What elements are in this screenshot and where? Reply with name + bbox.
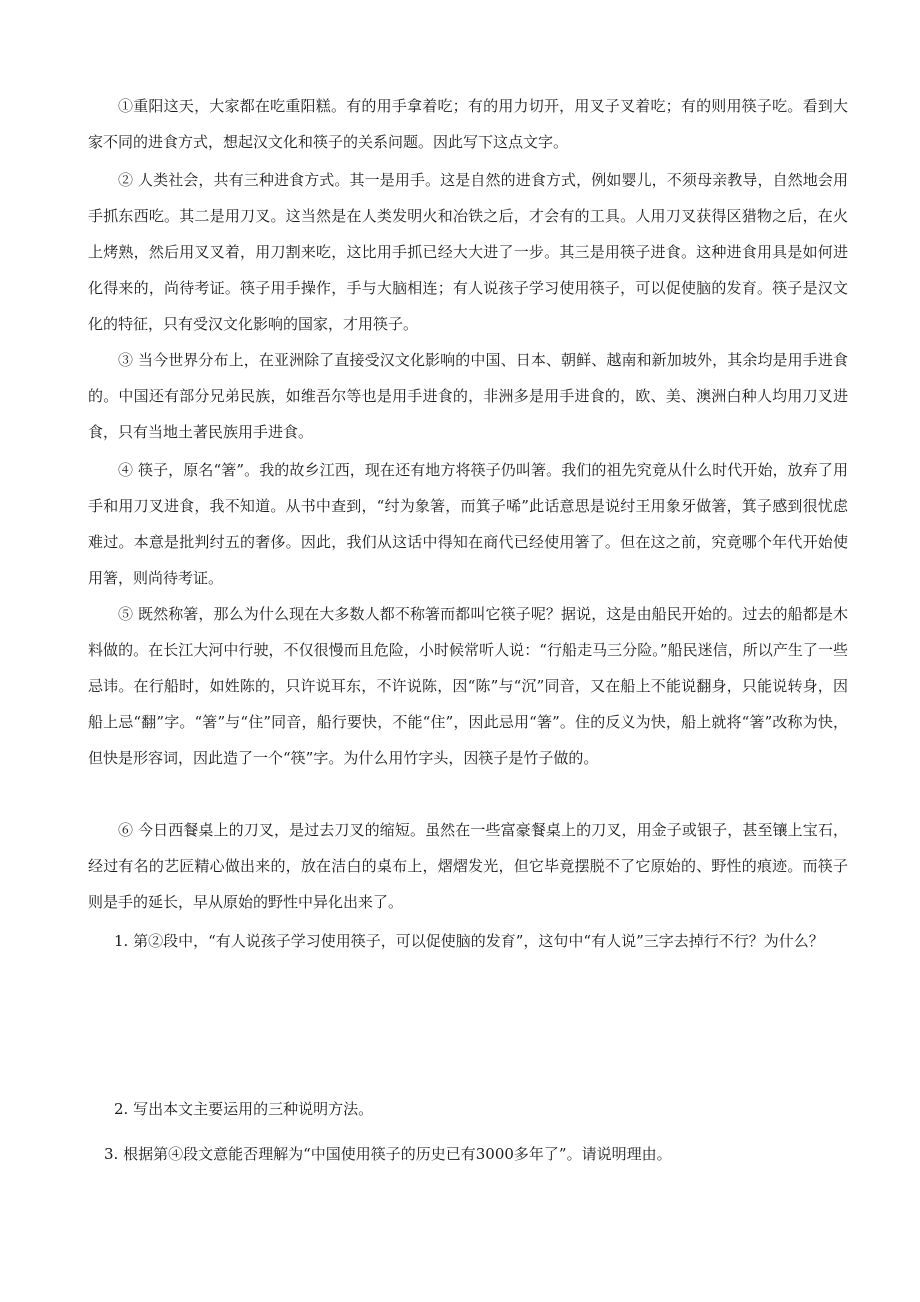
paragraph-5: ⑤ 既然称箸，那么为什么现在大多数人都不称箸而都叫它筷子呢？据说，这是由船民开始的。过去的船都是木料做的。在长江大河中行驶，不仅很慢而且危险，小时候常听人说：“行船走马三分险。”船民迷信，所以产生了一些忌讳。在行船时，如姓陈的，只许说耳东，不许说陈，因“陈”与“沉”同音，又在船上不能说翻身，只能说转身，因船上忌“翻”字。“箸”与“住”同音，船行要快，不能“住”，因此忌用“箸”。住的反义为快，船上就将“箸”改称为快，但快是形容词，因此造了一个“筷”字。为什么用竹字头，因筷子是竹子做的。 [88,605,848,767]
paragraph-2: ② 人类社会，共有三种进食方式。其一是用手。这是自然的进食方式，例如婴儿，不须母亲教导，自然地会用手抓东西吃。其二是用刀叉。这当然是在人类发明火和冶铁之后，才会有的工具。人用刀叉获得区猎物之后，在火上烤熟，然后用叉叉着，用刀割来吃，这比用手抓已经大大进了一步。其三是用筷子进食。这种进食用具是如何进化得来的，尚待考证。筷子用手操作，手与大脑相连；有人说孩子学习使用筷子，可以促使脑的发育。筷子是汉文化的特征，只有受汉文化影响的国家，才用筷子。 [88,171,848,333]
paragraph-1: ①重阳这天，大家都在吃重阳糕。有的用手拿着吃；有的用力切开，用叉子叉着吃；有的则用筷子吃。看到大家不同的进食方式，想起汉文化和筷子的关系问题。因此写下这点文字。 [88,97,848,151]
paragraph-3: ③ 当今世界分布上，在亚洲除了直接受汉文化影响的中国、日本、朝鲜、越南和新加坡外，其余均是用手进食的。中国还有部分兄弟民族，如维吾尔等也是用手进食的，非洲多是用手进食的，欧、美、澳洲白种人均用刀叉进食，只有当地土著民族用手进食。 [88,351,848,441]
paragraph-6: ⑥ 今日西餐桌上的刀叉，是过去刀叉的缩短。虽然在一些富豪餐桌上的刀叉，用金子或银子，甚至镶上宝石，经过有名的艺匠精心做出来的，放在洁白的桌布上，熠熠发光，但它毕竟摆脱不了它原始的、野性的痕迹。而筷子则是手的延长，早从原始的野性中异化出来了。 [88,821,848,911]
paragraph-4: ④ 筷子，原名“箸”。我的故乡江西，现在还有地方将筷子仍叫箸。我们的祖先究竟从什么时代开始，放弃了用手和用刀叉进食，我不知道。从书中查到，“纣为象箸，而箕子唏”此话意思是说纣王用象牙做箸，箕子感到很忧虑难过。本意是批判纣五的奢侈。因此，我们从这话中得知在商代已经使用箸了。但在这之前，究竟哪个年代开始使用箸，则尚待考证。 [88,461,848,587]
question-3: 3. 根据第④段文意能否理解为“中国使用筷子的历史已有3000多年了”。请说明理由。 [104,1145,672,1163]
question-1: 1. 第②段中，“有人说孩子学习使用筷子，可以促使脑的发育”，这句中“有人说”三字去掉行不行？为什么？ [114,932,824,950]
question-2: 2. 写出本文主要运用的三种说明方法。 [114,1100,374,1118]
